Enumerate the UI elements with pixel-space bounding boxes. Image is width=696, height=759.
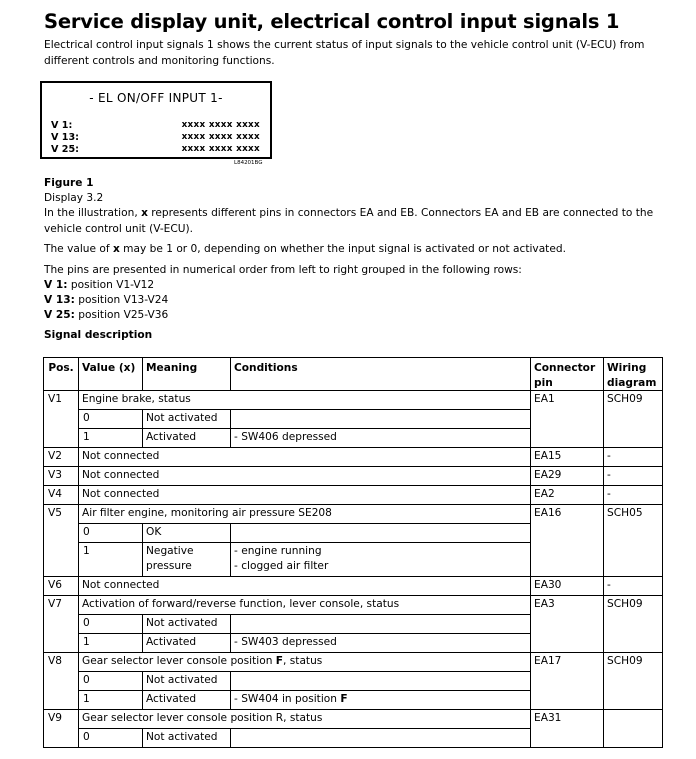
- wiring-diagram: -: [604, 577, 663, 596]
- signal-table: [43, 357, 663, 748]
- table-header-row: [44, 358, 663, 391]
- meaning-cell: Not activated: [143, 410, 231, 429]
- meaning-cell: Activated: [143, 691, 231, 710]
- meaning-cell: Not activated: [143, 615, 231, 634]
- page-title: Service display unit, electrical control input signals 1: [44, 10, 620, 33]
- pos-cell: V5: [44, 505, 79, 577]
- table-row: [44, 486, 663, 505]
- display-row-value: xxxx xxxx xxxx: [181, 144, 260, 154]
- connector-pin: EA17: [531, 653, 604, 710]
- display-row-label: V 25:: [51, 144, 79, 155]
- table-row: [44, 653, 663, 672]
- value-cell: 1: [79, 543, 143, 577]
- row-definition: [44, 278, 154, 294]
- pos-cell: V8: [44, 653, 79, 710]
- connector-pin: EA16: [531, 505, 604, 577]
- pos-cell: V4: [44, 486, 79, 505]
- table-row: [44, 577, 663, 596]
- condition-cell: - SW403 depressed: [231, 634, 531, 653]
- display-row-label: V 1:: [51, 120, 73, 131]
- value-cell: 0: [79, 410, 143, 429]
- illustration-code: L84201BG: [234, 160, 263, 166]
- table-row: [44, 596, 663, 615]
- row-label: V 25:: [44, 309, 75, 321]
- value-cell: 0: [79, 729, 143, 748]
- row-text: position V25-V36: [74, 309, 169, 321]
- signal-heading: Signal description: [44, 329, 153, 341]
- meaning-line: Negative: [146, 545, 194, 557]
- signal-description: Engine brake, status: [79, 391, 531, 410]
- signal-description: Not connected: [79, 577, 531, 596]
- intro-paragraph: Electrical control input signals 1 shows the current status of input signals to the vehicle control unit (V-ECU) from different controls and monitoring functions.: [44, 39, 645, 67]
- meaning-cell: Not activated: [143, 672, 231, 691]
- value-cell: 1: [79, 691, 143, 710]
- text-fragment: - SW404 in position: [234, 693, 341, 705]
- condition-cell: [231, 615, 531, 634]
- display-illustration: [40, 81, 272, 159]
- header-wiring-diagram: Wiring diagram: [604, 358, 663, 391]
- value-paragraph: [44, 242, 674, 258]
- value-cell: 1: [79, 429, 143, 448]
- signal-description: Activation of forward/reverse function, lever console, status: [79, 596, 531, 615]
- pins-paragraph: [44, 206, 674, 237]
- meaning-line: pressure: [146, 559, 192, 572]
- condition-cell: - SW406 depressed: [231, 429, 531, 448]
- header-meaning: Meaning: [143, 358, 231, 391]
- condition-cell: [231, 672, 531, 691]
- condition-line: - clogged air filter: [234, 559, 329, 572]
- display-row-value: xxxx xxxx xxxx: [181, 132, 260, 142]
- condition-line: - engine running: [234, 545, 322, 557]
- text-fragment: x: [141, 207, 148, 219]
- meaning-cell: Activated: [143, 634, 231, 653]
- display-header: - EL ON/OFF INPUT 1-: [89, 91, 223, 105]
- pos-cell: V9: [44, 710, 79, 748]
- signal-description: Not connected: [79, 486, 531, 505]
- connector-pin: EA3: [531, 596, 604, 653]
- signal-description: [79, 653, 531, 672]
- text-fragment: Gear selector lever console position: [82, 655, 276, 667]
- header-value: Value (x): [79, 358, 143, 391]
- pos-cell: V3: [44, 467, 79, 486]
- pos-cell: V2: [44, 448, 79, 467]
- figure-label: Figure 1: [44, 177, 94, 189]
- connector-pin: EA31: [531, 710, 604, 748]
- condition-cell: [231, 691, 531, 710]
- table-row: [44, 391, 663, 410]
- text-fragment: x: [112, 243, 120, 255]
- text-fragment: represents different pins in connectors EA and EB. Connectors EA and EB are connected to the vehicle control unit (V-ECU).: [44, 207, 654, 235]
- wiring-diagram: -: [604, 486, 663, 505]
- row-text: position V13-V24: [74, 294, 169, 306]
- display-row-label: V 13:: [51, 132, 79, 143]
- row-label: V 13:: [44, 294, 75, 306]
- value-cell: 1: [79, 634, 143, 653]
- signal-description: Gear selector lever console position R, status: [79, 710, 531, 729]
- value-cell: 0: [79, 615, 143, 634]
- signal-description: Not connected: [79, 448, 531, 467]
- meaning-cell: OK: [143, 524, 231, 543]
- meaning-cell: Not activated: [143, 729, 231, 748]
- text-fragment: , status: [283, 655, 323, 667]
- row-definition: [44, 308, 168, 324]
- table-row: [44, 710, 663, 729]
- pos-cell: V1: [44, 391, 79, 448]
- header-connector-pin: Connector pin: [531, 358, 604, 391]
- condition-cell: [231, 729, 531, 748]
- row-definition: [44, 293, 168, 309]
- value-cell: 0: [79, 524, 143, 543]
- text-fragment: In the illustration,: [44, 207, 142, 219]
- table-row: [44, 467, 663, 486]
- connector-pin: EA1: [531, 391, 604, 448]
- value-cell: 0: [79, 672, 143, 691]
- signal-description: Not connected: [79, 467, 531, 486]
- table-row: [44, 448, 663, 467]
- connector-pin: EA30: [531, 577, 604, 596]
- condition-cell: [231, 524, 531, 543]
- rows-paragraph: The pins are presented in numerical order from left to right grouped in the following rows:: [44, 264, 522, 276]
- display-row-value: xxxx xxxx xxxx: [181, 120, 260, 130]
- figure-caption: Display 3.2: [44, 192, 104, 204]
- meaning-cell: Activated: [143, 429, 231, 448]
- wiring-diagram: [604, 710, 663, 748]
- wiring-diagram: SCH09: [604, 596, 663, 653]
- signal-description: Air filter engine, monitoring air pressure SE208: [79, 505, 531, 524]
- connector-pin: EA2: [531, 486, 604, 505]
- header-conditions: Conditions: [231, 358, 531, 391]
- table-row: [44, 505, 663, 524]
- meaning-cell: [143, 543, 231, 577]
- wiring-diagram: SCH09: [604, 653, 663, 710]
- pos-cell: V6: [44, 577, 79, 596]
- row-text: position V1-V12: [67, 279, 155, 291]
- condition-cell: [231, 410, 531, 429]
- wiring-diagram: SCH09: [604, 391, 663, 448]
- text-fragment: F: [340, 693, 348, 705]
- header-pos: Pos.: [44, 358, 79, 391]
- pos-cell: V7: [44, 596, 79, 653]
- wiring-diagram: SCH05: [604, 505, 663, 577]
- text-fragment: may be 1 or 0, depending on whether the input signal is activated or not activated.: [119, 243, 566, 255]
- row-label: V 1:: [44, 279, 68, 291]
- wiring-diagram: -: [604, 467, 663, 486]
- condition-cell: [231, 543, 531, 577]
- wiring-diagram: -: [604, 448, 663, 467]
- connector-pin: EA29: [531, 467, 604, 486]
- text-fragment: F: [275, 655, 284, 667]
- connector-pin: EA15: [531, 448, 604, 467]
- text-fragment: The value of: [44, 243, 113, 255]
